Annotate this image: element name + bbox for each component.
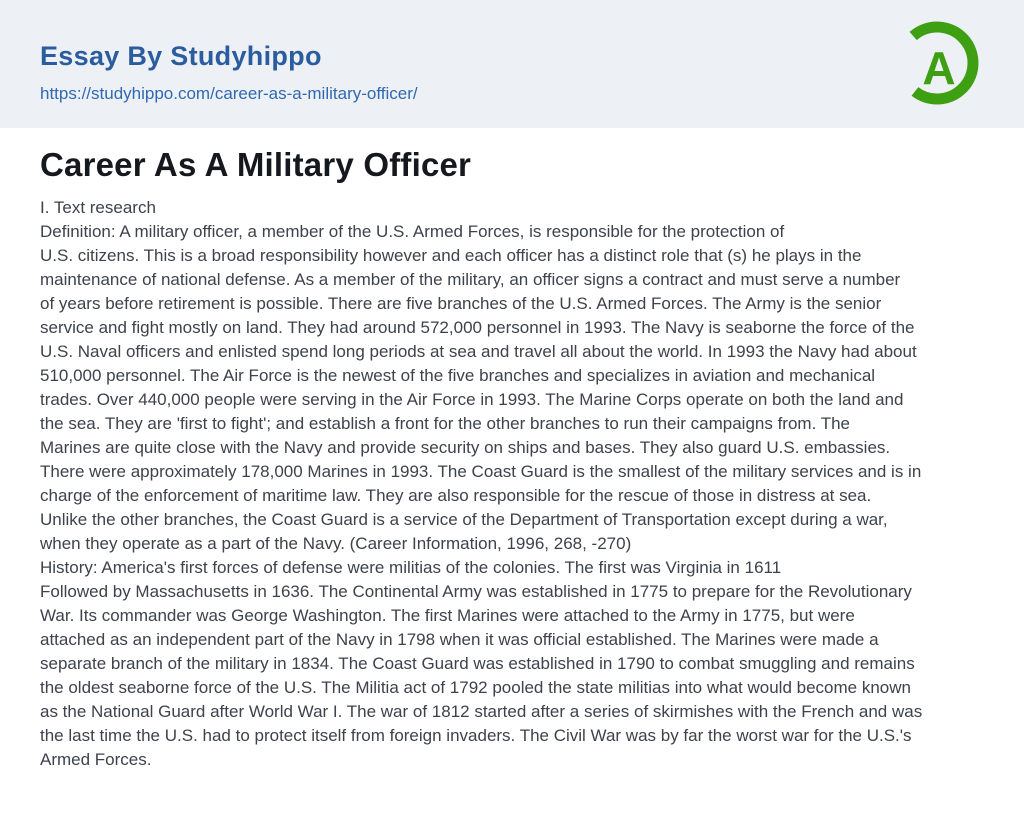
essay-line: the sea. They are 'first to fight'; and establish a front for the other branches to run their campaigns from. The — [40, 414, 851, 433]
essay-line: Definition: A military officer, a member of the U.S. Armed Forces, is responsible for the protection of — [40, 222, 785, 241]
page-url-link[interactable]: https://studyhippo.com/career-as-a-military-officer/ — [40, 84, 418, 103]
essay-line: service and fight mostly on land. They had around 572,000 personnel in 1993. The Navy is seaborne the force of the — [40, 318, 915, 337]
essay-line: as the National Guard after World War I. The war of 1812 started after a series of skirmishes with the French and was — [40, 702, 923, 721]
essay-line: Unlike the other branches, the Coast Guard is a service of the Department of Transportation except during a war, — [40, 510, 888, 529]
site-title: Essay By Studyhippo — [40, 41, 322, 71]
essay-line: charge of the enforcement of maritime law. They are also responsible for the rescue of those in distress at sea. — [40, 486, 872, 505]
logo-letter: A — [922, 42, 956, 94]
essay-line: attached as an independent part of the Navy in 1798 when it was official established. The Marines were made a — [40, 630, 879, 649]
essay-line: of years before retirement is possible. There are five branches of the U.S. Armed Forces. The Army is the senior — [40, 294, 882, 313]
essay-line: the last time the U.S. had to protect itself from foreign invaders. The Civil War was by far the worst war for the U.S.'s — [40, 726, 912, 745]
essay-line: 510,000 personnel. The Air Force is the newest of the five branches and specializes in aviation and mechanical — [40, 366, 876, 385]
studyhippo-logo-icon — [895, 21, 979, 105]
essay-line: History: America's first forces of defense were militias of the colonies. The first was Virginia in 1611 — [40, 558, 782, 577]
essay-body — [40, 196, 1000, 772]
essay-line: separate branch of the military in 1834. The Coast Guard was established in 1790 to combat smuggling and remains — [40, 654, 915, 673]
essay-line: when they operate as a part of the Navy. (Career Information, 1996, 268, -270) — [40, 534, 632, 553]
essay-line: maintenance of national defense. As a member of the military, an officer signs a contract and must serve a number — [40, 270, 901, 289]
essay-line: the oldest seaborne force of the U.S. The Militia act of 1792 pooled the state militias into what would become known — [40, 678, 911, 697]
essay-line: U.S. citizens. This is a broad responsibility however and each officer has a distinct role that (s) he plays in the — [40, 246, 862, 265]
essay-line: Armed Forces. — [40, 750, 152, 769]
essay-line: War. Its commander was George Washington. The first Marines were attached to the Army in 1775, but were — [40, 606, 855, 625]
essay-line: U.S. Naval officers and enlisted spend long periods at sea and travel all about the world. In 1993 the Navy had about — [40, 342, 917, 361]
essay-line: Followed by Massachusetts in 1636. The Continental Army was established in 1775 to prepare for the Revolutionary — [40, 582, 912, 601]
essay-line: Marines are quite close with the Navy and provide security on ships and bases. They also guard U.S. embassies. — [40, 438, 891, 457]
essay-line: There were approximately 178,000 Marines in 1993. The Coast Guard is the smallest of the military services and is in — [40, 462, 922, 481]
article-title: Career As A Military Officer — [40, 146, 472, 183]
page-header — [0, 0, 1024, 128]
essay-line: I. Text research — [40, 198, 156, 217]
essay-line: trades. Over 440,000 people were serving in the Air Force in 1993. The Marine Corps operate on both the land and — [40, 390, 904, 409]
